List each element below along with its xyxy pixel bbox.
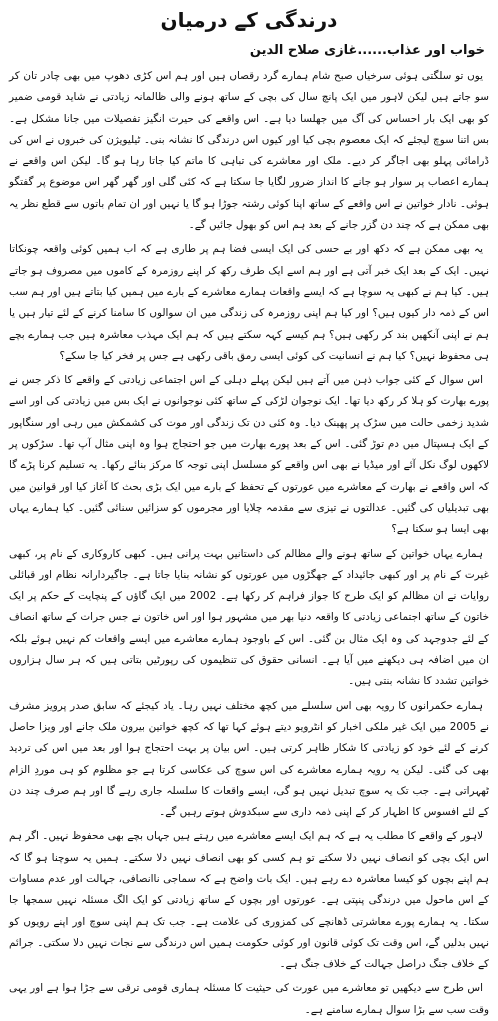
article-paragraph: اس سوال کے کئی جواب ذہن میں آتے ہیں لیکن پہلے دہلی کے اس اجتماعی زیادتی کے واقعے کا ذکر جس نے پورے بھارت کو ہلا کر رکھ دیا تھا۔ ایک نوجوان لڑکی کے ساتھ کئی نوجوانوں نے ایک بس میں زیادتی کی اور اسے شدید زخمی حالت میں سڑک پر پھینک دیا۔ وہ کئی دن تک زندگی اور موت کی کشمکش میں رہی اور سنگاپور کے ایک ہسپتال میں دم توڑ گئی۔ اس کے بعد پورے بھارت میں جو احتجاج ہوا وہ اپنی مثال آپ تھا۔ سڑکوں پر لاکھوں لوگ نکل آئے اور میڈیا نے بھی اس واقعے کو مسلسل اپنی توجہ کا مرکز بنائے رکھا۔ یہ تسلیم کرنا پڑے گا کہ اس واقعے نے بھارت کے معاشرے میں عورتوں کے تحفظ کے بارے میں ایک بڑی بحث کا آغاز کیا اور قوانین میں بھی تبدیلیاں کی گئیں۔ عدالتوں نے تیزی سے مقدمہ چلایا اور مجرموں کو سزائیں سنائی گئیں۔ کیا ہمارے یہاں بھی ایسا ہو سکتا ہے؟ [9,374,489,536]
article-body [9,66,489,1021]
article-paragraph: یہ بھی ممکن ہے کہ دکھ اور بے حسی کی ایک ایسی فضا ہم پر طاری ہے کہ اب ہمیں کوئی واقعہ چونکاتا نہیں۔ ایک کے بعد ایک خبر آتی ہے اور ہم اسے ایک طرف رکھ کر اپنے روزمرہ کے کاموں میں مصروف ہو جاتے ہیں۔ کیا ہم نے کبھی یہ سوچا ہے کہ ایسے واقعات ہمارے معاشرے کے بارے میں ہمیں کیا بتاتے ہیں اور ہم سب اس کے ذمہ دار کیوں ہیں؟ اور کیا ہم اپنی روزمرہ کی زندگی میں ان سوالوں کا سامنا کرنے کے لئے تیار ہیں یا ہم نے اپنی آنکھیں بند کر رکھی ہیں؟ ہم کیسے کہہ سکتے ہیں کہ ہم ایک مہذب معاشرہ ہیں جب ہمارے بچے ہی محفوظ نہیں؟ کیا ہم نے انسانیت کی کوئی ایسی رمق باقی رکھی ہے جس پر فخر کیا جا سکے؟ [9,243,489,362]
article-paragraph: ہمارے یہاں خواتین کے ساتھ ہونے والے مظالم کی داستانیں بہت پرانی ہیں۔ کبھی کاروکاری کے نام پر، کبھی غیرت کے نام پر اور کبھی جائیداد کے جھگڑوں میں عورتوں کو نشانہ بنایا جاتا ہے۔ جاگیردارانہ نظام اور قبائلی روایات نے ان مظالم کو ایک طرح کا جواز فراہم کر رکھا ہے۔ 2002 میں ایک گاؤں کے پنچایت کے حکم پر ایک خاتون کے ساتھ اجتماعی زیادتی کا واقعہ دنیا بھر میں مشہور ہوا اور اس خاتون نے جس جرات کے ساتھ انصاف کے لئے جدوجہد کی وہ ایک مثال بن گئی۔ اس کے باوجود ہمارے معاشرے میں ایسے واقعات کم نہیں ہوئے بلکہ ان میں اضافہ ہی دیکھنے میں آیا ہے۔ انسانی حقوق کی تنظیموں کی رپورٹیں بتاتی ہیں کہ ہر سال ہزاروں خواتین تشدد کا نشانہ بنتی ہیں۔ [9,547,489,688]
article-paragraph: اس طرح سے دیکھیں تو معاشرے میں عورت کی حیثیت کا مسئلہ ہماری قومی ترقی سے جڑا ہوا ہے اور یہی وقت سب سے بڑا سوال ہمارے سامنے ہے۔ [9,982,489,1016]
article-paragraph: ہمارے حکمرانوں کا رویہ بھی اس سلسلے میں کچھ مختلف نہیں رہا۔ یاد کیجئے کہ سابق صدر پرویز مشرف نے 2005 میں ایک غیر ملکی اخبار کو انٹرویو دیتے ہوئے کہا تھا کہ کچھ خواتین بیرون ملک جانے اور ویزا حاصل کرنے کے لئے خود کو زیادتی کا شکار ظاہر کرتی ہیں۔ اس بیان پر بہت احتجاج ہوا اور بعد میں اس کی تردید بھی کی گئی۔ لیکن یہ رویہ ہمارے معاشرے کی اس سوچ کی عکاسی کرتا ہے جو مظلوم کو ہی موردِ الزام ٹھہراتی ہے۔ جب تک یہ سوچ تبدیل نہیں ہو گی، ایسے واقعات کا سلسلہ جاری رہے گا اور ہم صرف چند دن کے لئے افسوس کا اظہار کر کے اپنی ذمہ داری سے سبکدوش ہوتے رہیں گے۔ [9,699,489,819]
article-byline: خواب اور عذاب......غازی صلاح الدین [249,43,485,58]
article-paragraph: لاہور کے واقعے کا مطلب یہ ہے کہ ہم ایک ایسے معاشرے میں رہتے ہیں جہاں بچے بھی محفوظ نہیں۔ اگر ہم اس ایک بچی کو انصاف نہیں دلا سکتے تو ہم کسی کو بھی انصاف نہیں دلا سکتے۔ ہمیں یہ سوچنا ہو گا کہ ہم اپنے بچوں کو کیسا معاشرہ دے رہے ہیں۔ ایک بات واضح ہے کہ سماجی ناانصافی، جہالت اور عدم مساوات کے اس ماحول میں درندگی پنپتی ہے۔ عورتوں اور بچوں کے ساتھ زیادتی کو ایک الگ مسئلہ نہیں سمجھا جا سکتا۔ یہ ہمارے پورے معاشرتی ڈھانچے کی کمزوری کی علامت ہے۔ جب تک ہم اپنی سوچ اور اپنے رویوں کو نہیں بدلیں گے، اس وقت تک کوئی قانون اور کوئی حکومت ہمیں اس درندگی سے نجات نہیں دلا سکتی۔ جرائم کے خلاف جنگ دراصل جہالت کے خلاف جنگ ہے۔ [9,830,489,971]
article-paragraph: یوں تو سلگتی ہوئی سرخیاں صبح شام ہمارے گرد رقصاں ہیں اور ہم اس کڑی دھوپ میں بھی چادر تان کر سو جاتے ہیں لیکن لاہور میں ایک پانچ سال کی بچی کے ساتھ ہونے والی ظالمانہ زیادتی نے شاید قومی ضمیر کو بھی ایک بار احساس کی آگ میں جھلسا دیا ہے۔ اس واقعے کی حیرت انگیز تفصیلات میں جانا مشکل ہے۔ بس اتنا سوچ لیجئے کہ ایک معصوم بچی کیا اور کیوں اس درندگی کا نشانہ بنی۔ ٹیلیویژن کی خبروں نے اس کی ڈرامائی پہلو بھی اجاگر کر دیے۔ ملک اور معاشرے کی تباہی کا ماتم کیا جاتا رہا ہو گا۔ لیکن اس واقعے نے ہمارے اعصاب پر سوار ہو جانے کا انداز ضرور لگایا جا سکتا ہے کہ کئی گلی اور گھر گھر اس موضوع پر گفتگو ہوئی۔ نادار خواتین نے اس واقعے کے ساتھ اپنا کوئی رشتہ جوڑا ہو گا یا نہیں اور ان تمام باتوں سے قطع نظر یہ بھی ممکن ہے کہ چند دن گزر جانے کے بعد ہم اس کو بھول جائیں گے۔ [9,70,489,232]
article-headline: درندگی کے درمیان [160,8,338,32]
